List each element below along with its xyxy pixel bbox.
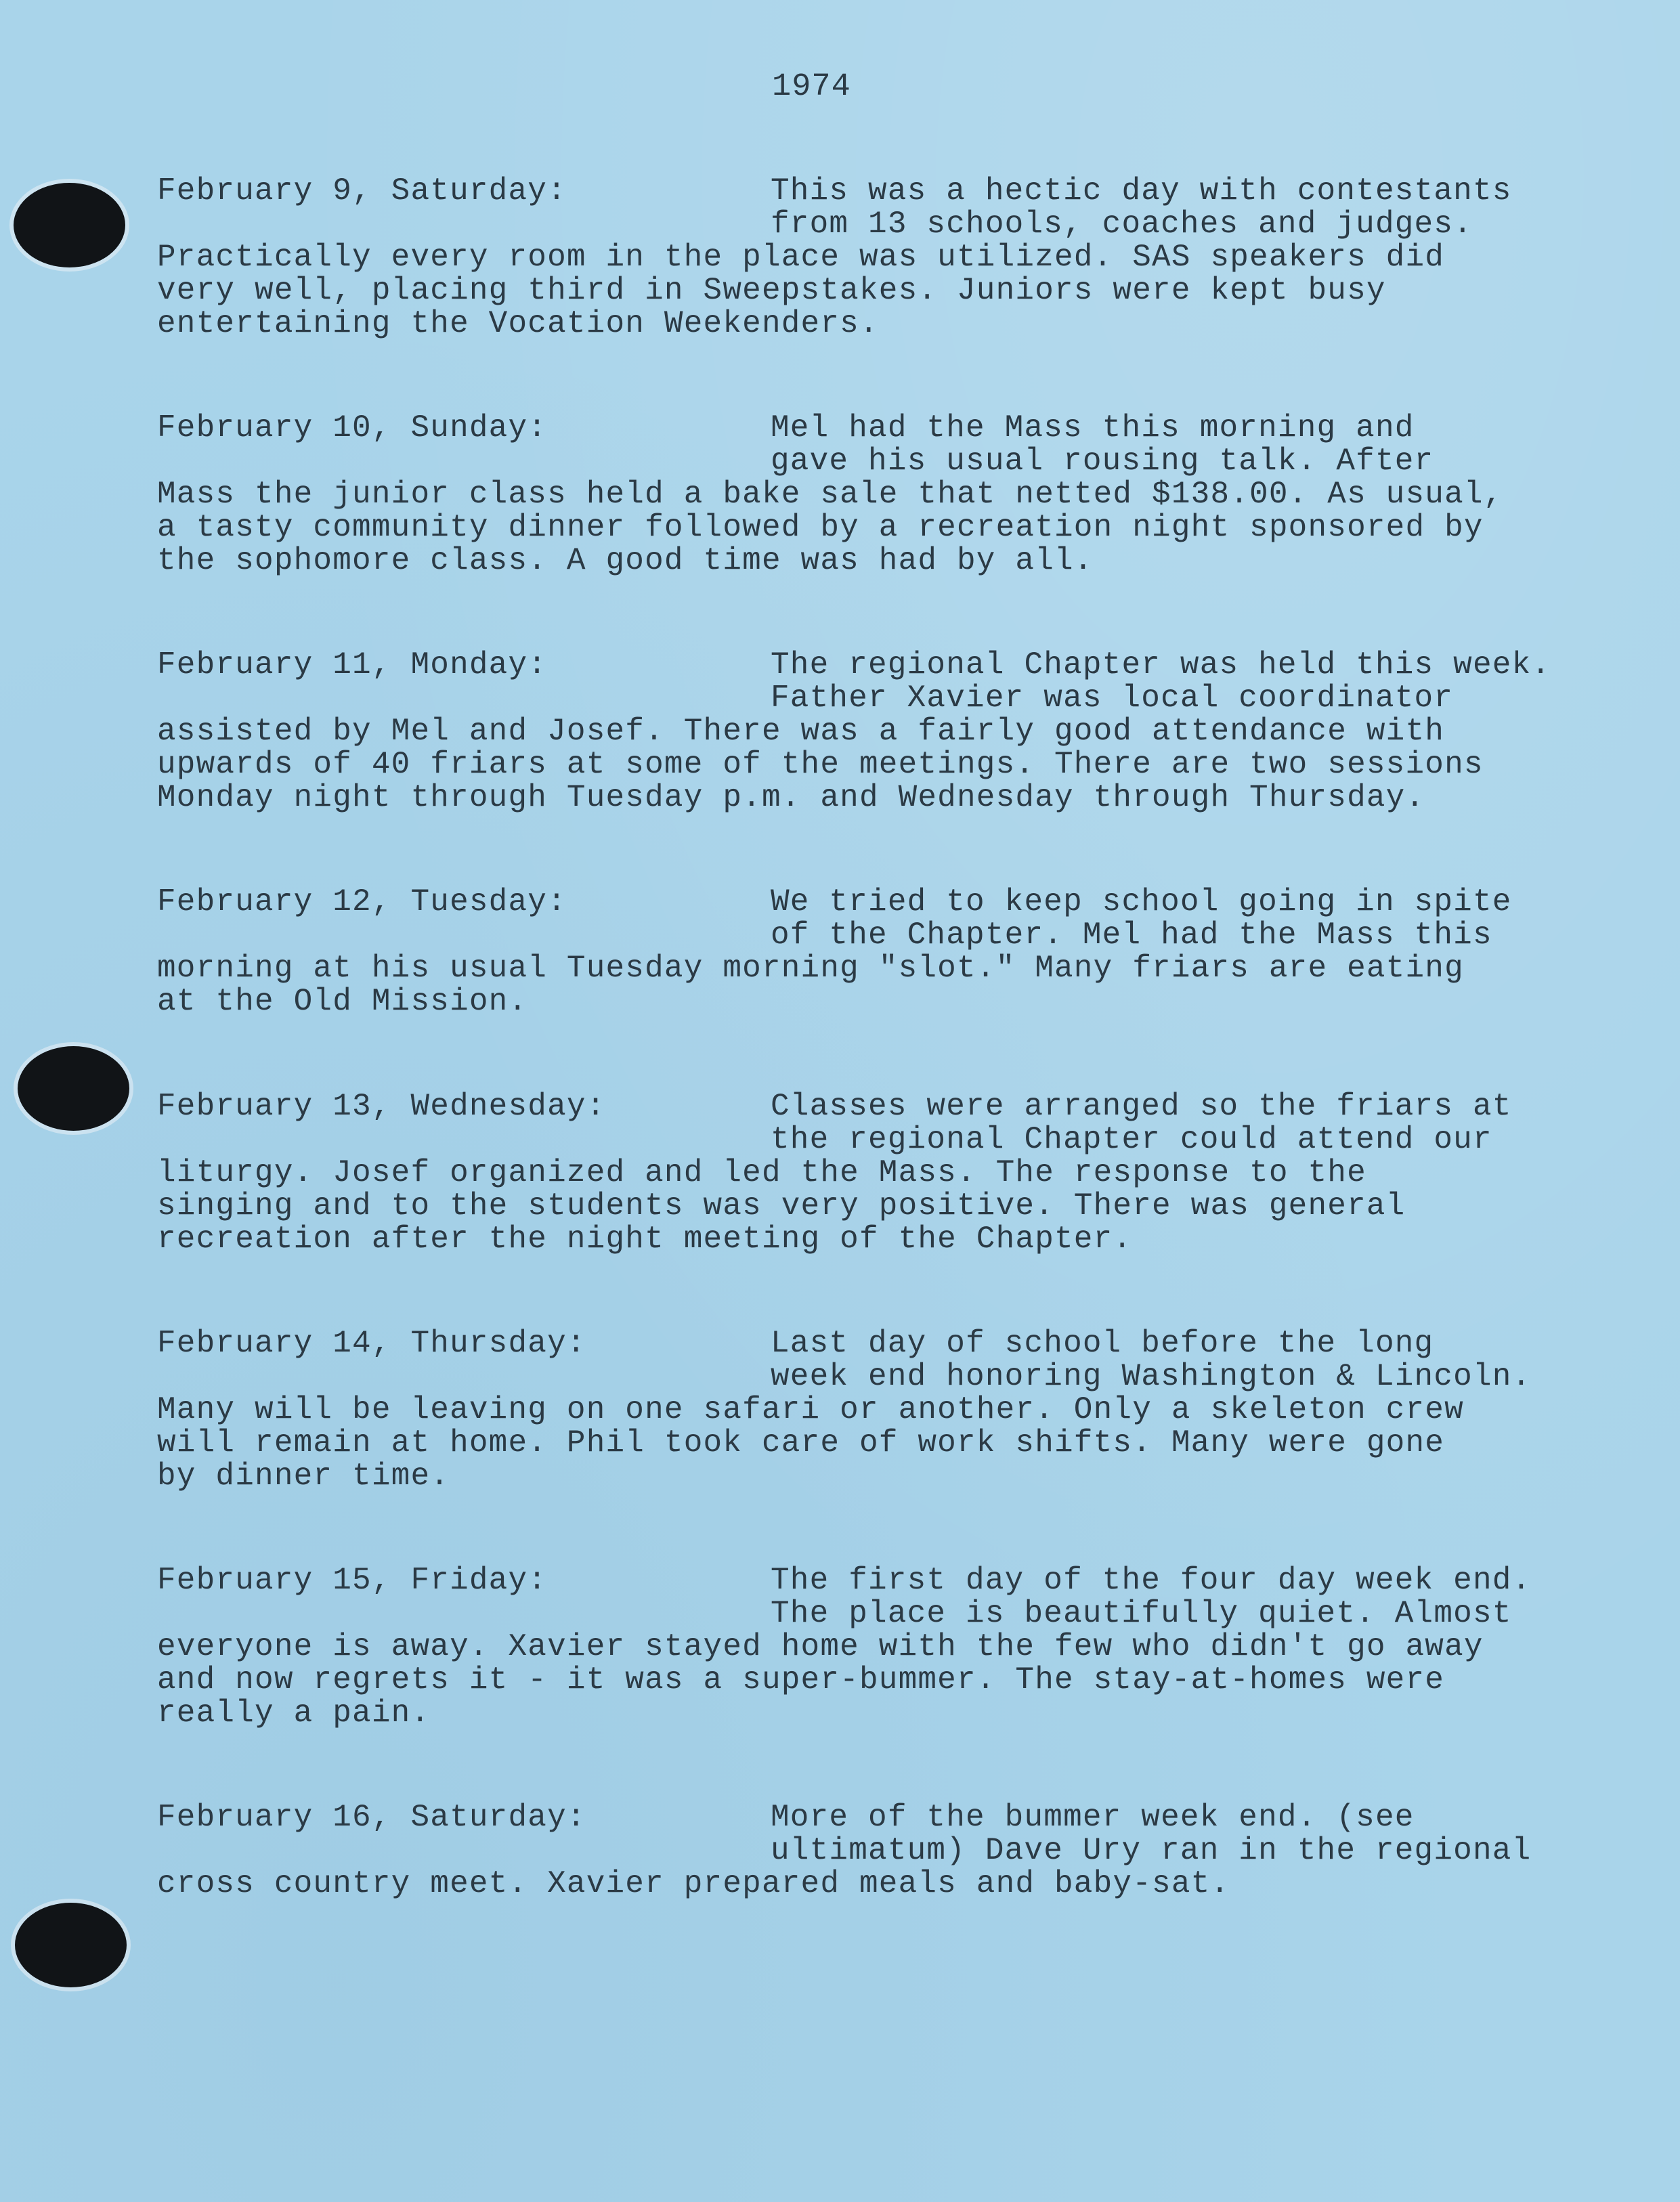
entry-text-start: The regional Chapter was held this week. Father Xavier was local coordinator [771, 647, 1551, 716]
entry-text: Mass the junior class held a bake sale that netted $138.00. As usual, a tasty community dinner followed by a recreation night sponsored by the sophomore class. A good time was had by all. [157, 477, 1503, 578]
entry-date: February 14, Thursday: [157, 1326, 586, 1361]
entry-text: everyone is away. Xavier stayed home with the few who didn't go away and now regrets it - it was a super-bummer. The stay-at-homes were really a pain. [157, 1629, 1484, 1731]
entry-text-start: This was a hectic day with contestants from 13 schools, coaches and judges. [771, 173, 1512, 242]
entry-text-start: Mel had the Mass this morning and gave his usual rousing talk. After [771, 410, 1434, 479]
entry-text: cross country meet. Xavier prepared meals and baby-sat. [157, 1866, 1230, 1901]
entry-text-start: Last day of school before the long week end honoring Washington & Lincoln. [771, 1326, 1532, 1394]
binder-hole [18, 1046, 129, 1131]
entry-text-start: More of the bummer week end. (see ultimatum) Dave Ury ran in the regional [771, 1800, 1532, 1868]
entry-date: February 15, Friday: [157, 1563, 548, 1598]
binder-hole [14, 183, 125, 267]
entry-date: February 16, Saturday: [157, 1800, 586, 1835]
entry-date: February 13, Wednesday: [157, 1089, 606, 1124]
binder-hole [15, 1903, 127, 1987]
entry-date: February 10, Sunday: [157, 410, 548, 446]
entry-text: assisted by Mel and Josef. There was a fairly good attendance with upwards of 40 friars at some of the meetings. There are two sessions Monday night through Tuesday p.m. and Wednesday through Thursday. [157, 714, 1484, 815]
entry-text-start: We tried to keep school going in spite of the Chapter. Mel had the Mass this [771, 884, 1512, 953]
entry-text-start: The first day of the four day week end. The place is beautifully quiet. Almost [771, 1563, 1532, 1631]
entry-text: morning at his usual Tuesday morning "slot." Many friars are eating at the Old Mission. [157, 951, 1464, 1019]
entry-date: February 12, Tuesday: [157, 884, 567, 920]
entry-text-start: Classes were arranged so the friars at the regional Chapter could attend our [771, 1089, 1512, 1157]
entry-text: Many will be leaving on one safari or another. Only a skeleton crew will remain at home. Phil took care of work shifts. Many were gone by dinner time. [157, 1392, 1464, 1494]
entry-date: February 9, Saturday: [157, 173, 567, 209]
entry-text: Practically every room in the place was utilized. SAS speakers did very well, placing third in Sweepstakes. Juniors were kept busy entertaining the Vocation Weekenders. [157, 240, 1445, 341]
entry-date: February 11, Monday: [157, 647, 548, 683]
entry-text: liturgy. Josef organized and led the Mass. The response to the singing and to the students was very positive. There was general recreation after the night meeting of the Chapter. [157, 1155, 1406, 1257]
page-year: 1974 [772, 69, 851, 105]
